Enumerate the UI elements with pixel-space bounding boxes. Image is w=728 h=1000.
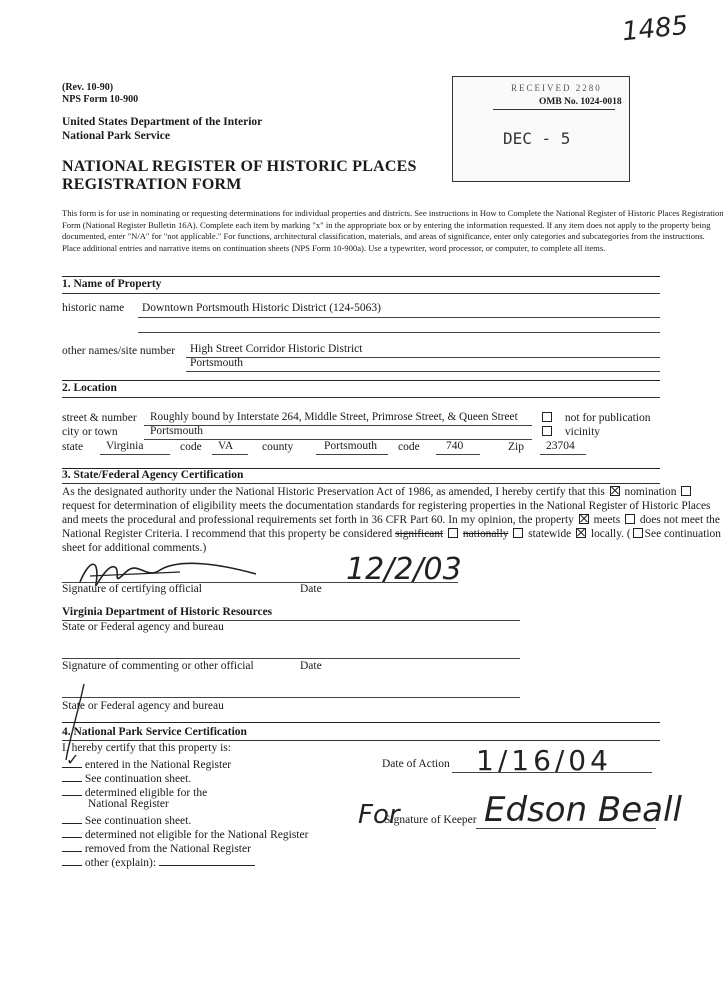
agency-value[interactable]: Virginia Department of Historic Resources bbox=[62, 606, 273, 618]
option-removed-label: removed from the National Register bbox=[84, 843, 251, 855]
section4-heading: 4. National Park Service Certification bbox=[62, 726, 247, 738]
option-other[interactable] bbox=[62, 854, 255, 869]
option-eligible[interactable] bbox=[62, 784, 207, 799]
keeper-signature-line bbox=[476, 828, 656, 829]
option-removed-blank[interactable] bbox=[62, 840, 82, 852]
stamp-date: DEC - 5 bbox=[503, 129, 571, 148]
option-entered-label: entered in the National Register bbox=[84, 759, 232, 771]
other-names-line-2 bbox=[186, 371, 660, 372]
option-eligible-cont-label: See continuation sheet. bbox=[84, 815, 192, 827]
option-not-eligible-blank[interactable] bbox=[62, 826, 82, 838]
vicinity-label: vicinity bbox=[564, 426, 601, 438]
state-code-value[interactable]: VA bbox=[218, 440, 234, 452]
cert-text-1: As the designated authority under the National Historic Preservation Act of 1986, as amended, I hereby certify that this bbox=[62, 486, 605, 498]
county-code-value[interactable]: 740 bbox=[446, 440, 464, 452]
significance-nationally-label: nationally bbox=[462, 528, 509, 540]
section1-heading: 1. Name of Property bbox=[62, 278, 162, 290]
vicinity-checkbox[interactable] bbox=[542, 426, 552, 436]
section1-under bbox=[62, 293, 660, 294]
request-checkbox[interactable] bbox=[681, 486, 691, 496]
form-subtitle: REGISTRATION FORM bbox=[62, 176, 242, 193]
option-not-eligible-label: determined not eligible for the National Register bbox=[84, 829, 309, 841]
other-name-2[interactable]: Portsmouth bbox=[190, 357, 244, 369]
form-title: NATIONAL REGISTER OF HISTORIC PLACES bbox=[62, 158, 417, 175]
cert-text-3: request for determination of eligibility meets the documentation standards for registering properties in the National Register of Historic Places and meets the procedural and professional requirements set forth in 36 CFR Part 60. In my opinion, the property bbox=[62, 500, 711, 526]
section2-under bbox=[62, 397, 660, 398]
agency-label: State or Federal agency and bureau bbox=[62, 621, 224, 633]
option-removed[interactable] bbox=[62, 840, 251, 855]
not-for-publication-label: not for publication bbox=[564, 412, 651, 424]
stamp-received: RECEIVED 2280 bbox=[511, 83, 602, 93]
received-stamp bbox=[452, 76, 630, 182]
not-for-publication-checkbox[interactable] bbox=[542, 412, 552, 422]
service-name: National Park Service bbox=[62, 130, 170, 142]
historic-name-line bbox=[138, 317, 660, 318]
historic-name-line-2 bbox=[138, 332, 660, 333]
street-label: street & number bbox=[62, 412, 137, 424]
state-code-label: code bbox=[180, 441, 202, 453]
section2-rule bbox=[62, 380, 660, 381]
meets-checkbox[interactable] bbox=[579, 514, 589, 524]
option-entered[interactable] bbox=[62, 750, 232, 771]
instructions-paragraph: This form is for use in nominating or requesting determinations for individual properties and districts. See instructions in How to Complete the National Register of Historic Places Registration Form (National Register Bulletin 16A). Complete each item by marking "x" in the appropriate box or by entering the information requested. If any item does not apply to the property being documented, enter "N/A" for "not applicable." For functions, architectural classification, materials, and areas of significance, enter only categories and subcategories from the instructions. Place additional entries and narrative items on continuation sheets (NPS Form 10-900a). Use a typewriter, word processor, or computer, to complete all items. bbox=[62, 208, 724, 253]
not-for-publication[interactable] bbox=[540, 412, 650, 424]
keeper-signature-label: Signature of Keeper bbox=[384, 814, 477, 826]
state-line bbox=[100, 454, 170, 455]
check-mark-icon: ✓ bbox=[66, 750, 80, 769]
option-eligible-cont-blank[interactable] bbox=[62, 812, 82, 824]
nps-cert-intro: I, hereby certify that this property is: bbox=[62, 742, 231, 754]
significance-statewide-label: statewide bbox=[528, 528, 572, 540]
option-entered-cont-blank[interactable] bbox=[62, 770, 82, 782]
historic-name-label: historic name bbox=[62, 302, 125, 314]
does-not-meet-checkbox[interactable] bbox=[625, 514, 635, 524]
section1-rule bbox=[62, 276, 660, 277]
comment-signature-line bbox=[62, 658, 520, 659]
option-eligible-line2: National Register bbox=[88, 798, 169, 810]
omb-number: OMB No. 1024-0018 bbox=[539, 97, 622, 107]
county-line bbox=[316, 454, 388, 455]
agency2-line bbox=[62, 697, 520, 698]
certifying-date-label: Date bbox=[300, 583, 322, 595]
rev-label: (Rev. 10-90) bbox=[62, 82, 114, 93]
other-names-line bbox=[186, 357, 660, 358]
option-entered-cont[interactable] bbox=[62, 770, 191, 785]
section3-heading: 3. State/Federal Agency Certification bbox=[62, 469, 244, 481]
cert-text-5: does not meet the National Register Criteria. I recommend that this property be considered bbox=[62, 514, 720, 540]
nationally-checkbox[interactable] bbox=[448, 528, 458, 538]
option-other-explain-line[interactable] bbox=[159, 854, 255, 866]
date-of-action-value: 1/16/04 bbox=[476, 744, 612, 777]
county-label: county bbox=[262, 441, 294, 453]
option-not-eligible[interactable] bbox=[62, 826, 308, 841]
state-label: state bbox=[62, 441, 84, 453]
department-name: United States Department of the Interior bbox=[62, 116, 263, 128]
significance-nationally: significant bbox=[395, 528, 444, 540]
vicinity[interactable] bbox=[540, 426, 600, 438]
zip-label: Zip bbox=[508, 441, 524, 453]
date-of-action-label: Date of Action bbox=[382, 758, 450, 770]
form-number: NPS Form 10-900 bbox=[62, 94, 139, 105]
option-eligible-cont[interactable] bbox=[62, 812, 191, 827]
historic-name-value[interactable]: Downtown Portsmouth Historic District (124-5063) bbox=[142, 302, 381, 314]
other-name-1[interactable]: High Street Corridor Historic District bbox=[190, 343, 363, 355]
comment-date-label: Date bbox=[300, 660, 322, 672]
option-other-blank[interactable] bbox=[62, 854, 82, 866]
locally-checkbox[interactable] bbox=[576, 528, 586, 538]
keeper-signature: Edson Beall bbox=[484, 790, 682, 830]
stamp-rule bbox=[493, 109, 615, 110]
significance-locally-label: locally. ( bbox=[590, 528, 631, 540]
city-value[interactable]: Portsmouth bbox=[150, 425, 204, 437]
cert-text-2: nomination bbox=[624, 486, 677, 498]
see-continuation-label: See continuation sheet for additional comments.) bbox=[62, 528, 721, 554]
section4-under bbox=[62, 740, 660, 741]
state-value[interactable]: Virginia bbox=[106, 440, 144, 452]
option-eligible-blank[interactable] bbox=[62, 784, 82, 796]
option-eligible-label: determined eligible for the bbox=[84, 787, 208, 799]
certifying-signature-label: Signature of certifying official bbox=[62, 583, 202, 595]
city-label: city or town bbox=[62, 426, 118, 438]
corner-note: 1485 bbox=[620, 10, 690, 48]
zip-line bbox=[540, 454, 586, 455]
option-entered-blank[interactable] bbox=[62, 750, 82, 769]
keeper-prefix: For bbox=[358, 800, 400, 830]
other-names-label: other names/site number bbox=[62, 345, 176, 357]
cert-text-4: meets bbox=[593, 514, 621, 526]
option-entered-cont-label: See continuation sheet. bbox=[84, 773, 192, 785]
state-code-line bbox=[212, 454, 248, 455]
street-value[interactable]: Roughly bound by Interstate 264, Middle Street, Primrose Street, & Queen Street bbox=[150, 411, 518, 423]
agency2-label: State or Federal agency and bureau bbox=[62, 700, 224, 712]
see-continuation-checkbox[interactable] bbox=[633, 528, 643, 538]
county-value[interactable]: Portsmouth bbox=[324, 440, 378, 452]
section3-under bbox=[62, 483, 660, 484]
statewide-checkbox[interactable] bbox=[513, 528, 523, 538]
option-other-label: other (explain): bbox=[84, 857, 157, 869]
comment-signature-label: Signature of commenting or other official bbox=[62, 660, 254, 672]
section4-rule bbox=[62, 722, 660, 723]
certifying-date-value: 12/2/03 bbox=[346, 552, 462, 587]
zip-value[interactable]: 23704 bbox=[546, 440, 575, 452]
county-code-label: code bbox=[398, 441, 420, 453]
county-code-line bbox=[436, 454, 480, 455]
date-of-action-line bbox=[452, 772, 652, 773]
section2-heading: 2. Location bbox=[62, 382, 117, 394]
nomination-checkbox[interactable] bbox=[610, 486, 620, 496]
certification-text bbox=[62, 485, 722, 555]
